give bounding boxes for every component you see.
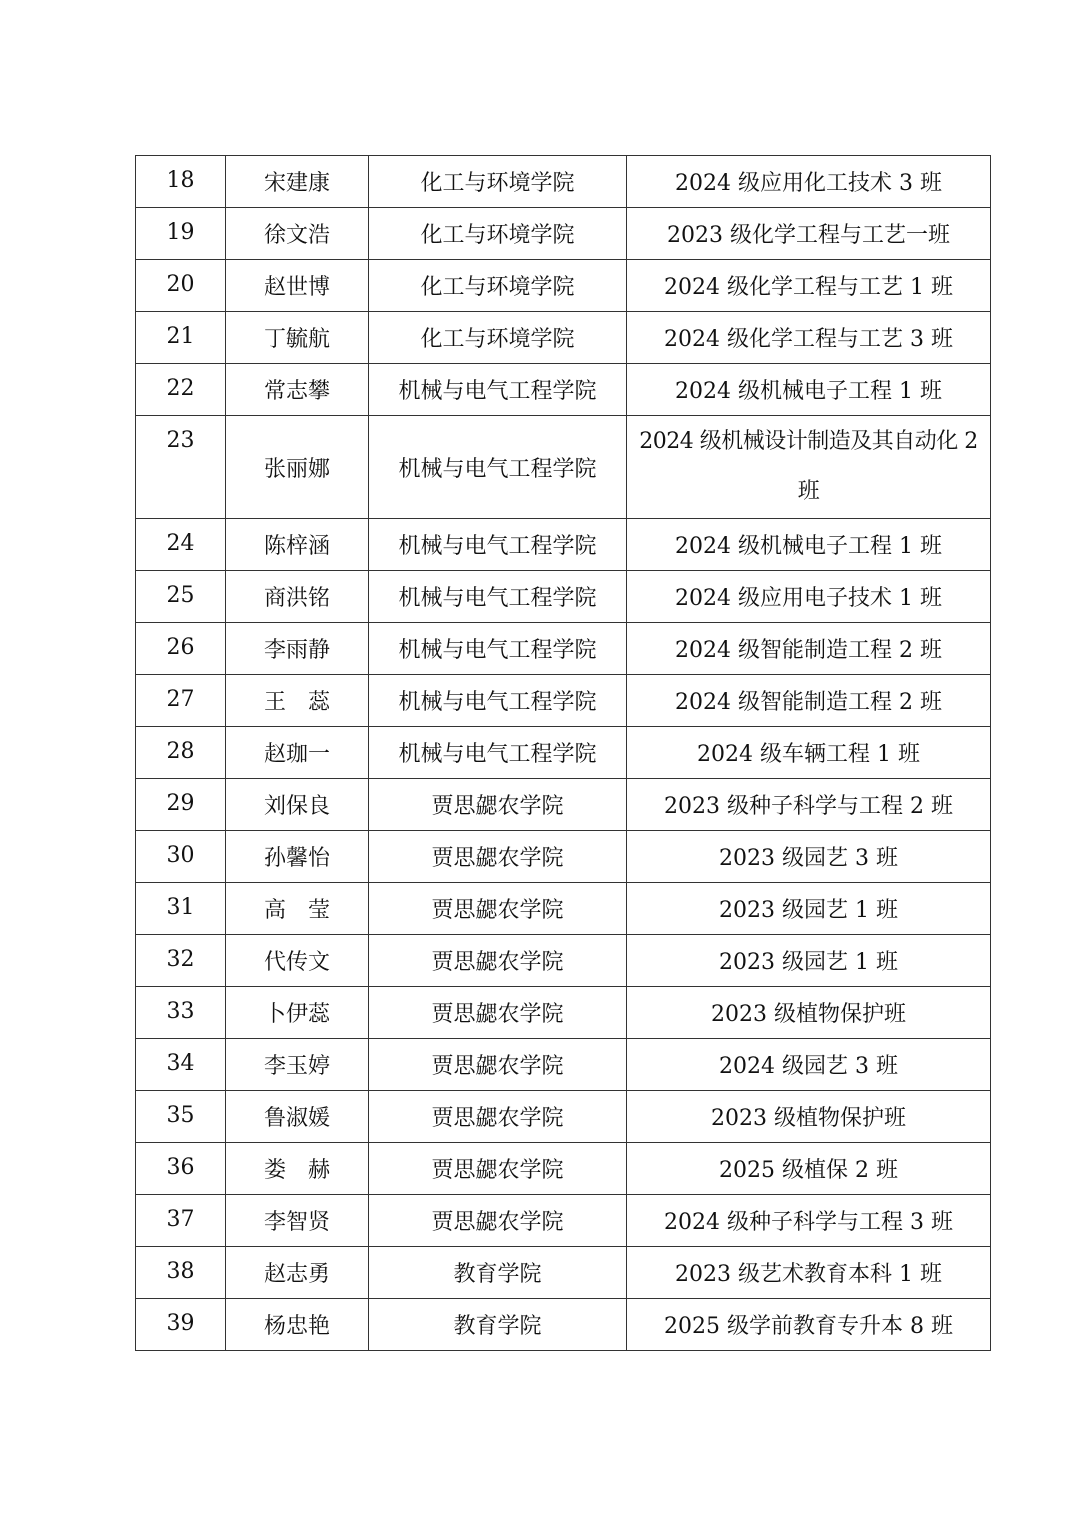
student-name: 李玉婷 [226,1039,369,1091]
student-name: 杨忠艳 [226,1299,369,1351]
class-name: 2024 级智能制造工程 2 班 [627,675,991,727]
row-number: 38 [136,1247,226,1299]
row-number: 36 [136,1143,226,1195]
student-name: 孙馨怡 [226,831,369,883]
row-number: 22 [136,364,226,416]
student-list-table [135,155,991,1351]
college-name: 机械与电气工程学院 [369,519,627,571]
table-row [136,1247,991,1299]
table-body [136,156,991,1351]
college-name: 机械与电气工程学院 [369,416,627,519]
student-name: 陈梓涵 [226,519,369,571]
college-name: 机械与电气工程学院 [369,364,627,416]
table-row [136,675,991,727]
table-row [136,1039,991,1091]
student-name: 代传文 [226,935,369,987]
college-name: 贾思勰农学院 [369,1143,627,1195]
class-name: 2024 级化学工程与工艺 1 班 [627,260,991,312]
row-number: 20 [136,260,226,312]
class-name: 2023 级化学工程与工艺一班 [627,208,991,260]
row-number: 28 [136,727,226,779]
class-name: 2024 级智能制造工程 2 班 [627,623,991,675]
table-row [136,156,991,208]
row-number: 30 [136,831,226,883]
college-name: 化工与环境学院 [369,312,627,364]
row-number: 27 [136,675,226,727]
class-name: 2023 级艺术教育本科 1 班 [627,1247,991,1299]
class-name: 2024 级车辆工程 1 班 [627,727,991,779]
student-name: 李智贤 [226,1195,369,1247]
student-name: 赵世博 [226,260,369,312]
row-number: 19 [136,208,226,260]
college-name: 教育学院 [369,1299,627,1351]
class-name: 2023 级园艺 3 班 [627,831,991,883]
student-name: 常志攀 [226,364,369,416]
student-name: 刘保良 [226,779,369,831]
class-name: 2025 级植保 2 班 [627,1143,991,1195]
row-number: 33 [136,987,226,1039]
table-row [136,1143,991,1195]
table-row [136,623,991,675]
table-row [136,987,991,1039]
college-name: 化工与环境学院 [369,208,627,260]
row-number: 31 [136,883,226,935]
student-name: 徐文浩 [226,208,369,260]
student-name: 商洪铭 [226,571,369,623]
row-number: 32 [136,935,226,987]
class-name: 2023 级园艺 1 班 [627,883,991,935]
table-row [136,1091,991,1143]
table-row [136,416,991,519]
student-name: 赵珈一 [226,727,369,779]
table-row [136,1299,991,1351]
student-name: 鲁淑媛 [226,1091,369,1143]
class-name: 2024 级园艺 3 班 [627,1039,991,1091]
table-row [136,519,991,571]
table-row [136,312,991,364]
table-row [136,831,991,883]
student-name: 娄 赫 [226,1143,369,1195]
table-row [136,883,991,935]
student-name: 卜伊蕊 [226,987,369,1039]
student-name: 宋建康 [226,156,369,208]
student-name: 张丽娜 [226,416,369,519]
row-number: 18 [136,156,226,208]
row-number: 23 [136,416,226,519]
college-name: 机械与电气工程学院 [369,727,627,779]
college-name: 化工与环境学院 [369,156,627,208]
class-name: 2024 级化学工程与工艺 3 班 [627,312,991,364]
table-row [136,571,991,623]
class-name: 2025 级学前教育专升本 8 班 [627,1299,991,1351]
row-number: 34 [136,1039,226,1091]
row-number: 35 [136,1091,226,1143]
college-name: 贾思勰农学院 [369,1195,627,1247]
college-name: 贾思勰农学院 [369,779,627,831]
row-number: 37 [136,1195,226,1247]
student-name: 赵志勇 [226,1247,369,1299]
college-name: 教育学院 [369,1247,627,1299]
table-row [136,779,991,831]
class-name: 2024 级机械电子工程 1 班 [627,364,991,416]
row-number: 24 [136,519,226,571]
student-name: 李雨静 [226,623,369,675]
table-row [136,935,991,987]
college-name: 贾思勰农学院 [369,935,627,987]
college-name: 贾思勰农学院 [369,1039,627,1091]
college-name: 贾思勰农学院 [369,831,627,883]
college-name: 贾思勰农学院 [369,1091,627,1143]
college-name: 贾思勰农学院 [369,883,627,935]
college-name: 化工与环境学院 [369,260,627,312]
class-name: 2023 级植物保护班 [627,987,991,1039]
college-name: 机械与电气工程学院 [369,675,627,727]
table-row [136,364,991,416]
student-name: 丁毓航 [226,312,369,364]
table-row [136,260,991,312]
table-row [136,1195,991,1247]
row-number: 39 [136,1299,226,1351]
class-name: 2024 级应用电子技术 1 班 [627,571,991,623]
class-name: 2024 级机械电子工程 1 班 [627,519,991,571]
class-name: 2024 级种子科学与工程 3 班 [627,1195,991,1247]
row-number: 29 [136,779,226,831]
class-name: 2023 级植物保护班 [627,1091,991,1143]
class-name: 2024 级应用化工技术 3 班 [627,156,991,208]
class-name: 2023 级种子科学与工程 2 班 [627,779,991,831]
student-name: 高 莹 [226,883,369,935]
student-name: 王 蕊 [226,675,369,727]
table-row [136,727,991,779]
college-name: 贾思勰农学院 [369,987,627,1039]
class-name: 2023 级园艺 1 班 [627,935,991,987]
row-number: 26 [136,623,226,675]
college-name: 机械与电气工程学院 [369,623,627,675]
class-name: 2024 级机械设计制造及其自动化 2班 [627,416,991,519]
row-number: 21 [136,312,226,364]
table-row [136,208,991,260]
row-number: 25 [136,571,226,623]
college-name: 机械与电气工程学院 [369,571,627,623]
